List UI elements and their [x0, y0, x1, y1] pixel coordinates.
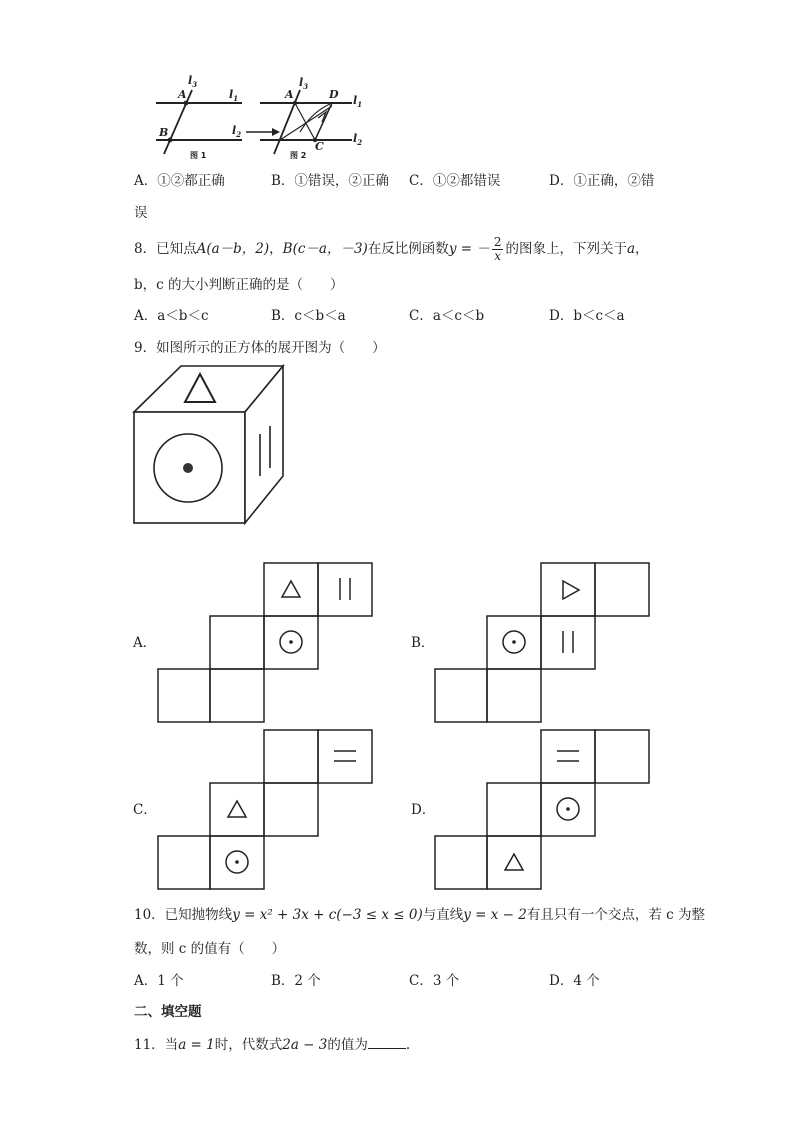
q7-option-d-wrap: 误: [134, 205, 148, 221]
q8-stem-line1: 8．已知点A(a－b，2)，B(c－a，－3)在反比例函数y = － $\frac{2}{x}$ 的图象上，下列关于a，: [134, 235, 649, 263]
fig1-line-l3: $l_3$: [188, 74, 198, 90]
fig2-line-l2: $l_2$: [353, 132, 363, 148]
q7-option-b[interactable]: B．①错误，②正确: [271, 173, 389, 189]
q9-stem: 9．如图所示的正方体的展开图为（ ）: [134, 340, 386, 356]
question-11: 11．当a = 1时，代数式2a − 3的值为 .: [134, 1037, 411, 1053]
q7-option-d[interactable]: D．①正确，②错: [549, 173, 655, 189]
q7-option-c[interactable]: C．①②都错误: [409, 173, 501, 189]
q10-stem-line2: 数，则 c 的值有（ ）: [134, 941, 286, 957]
q9-net-c[interactable]: [157, 729, 373, 891]
fig1-line-l1: $l_1$: [229, 88, 239, 104]
fig2-point-c: C: [315, 140, 324, 153]
q10-option-d[interactable]: D．4 个: [549, 973, 600, 989]
q10-option-b[interactable]: B．2 个: [271, 973, 321, 989]
fig1-caption: 图 1: [190, 151, 207, 160]
q9-option-b-label[interactable]: B．: [411, 635, 435, 651]
q8-option-a[interactable]: A．a＜b＜c: [134, 308, 209, 324]
fig2-point-d: D: [329, 88, 339, 101]
q8-option-c[interactable]: C．a＜c＜b: [409, 308, 485, 324]
q10-stem-line1: 10．已知抛物线y = x² + 3x + c(−3 ≤ x ≤ 0)与直线y = x − 2有且只有一个交点，若 c 为整: [134, 907, 705, 923]
fig1-point-b: B: [159, 126, 169, 139]
q11-answer-blank[interactable]: [368, 1036, 406, 1049]
q7-option-a[interactable]: A．①②都正确: [134, 173, 225, 189]
q9-cube-figure: [133, 364, 285, 526]
fig2-line-l3: $l_3$: [299, 76, 309, 92]
fig1-point-a: A: [178, 88, 187, 101]
q8-stem-line2: b，c 的大小判断正确的是（ ）: [134, 277, 344, 293]
q9-net-d[interactable]: [434, 729, 650, 891]
fig2-point-a: A: [285, 88, 294, 101]
q9-option-c-label[interactable]: C．: [133, 802, 157, 818]
q10-option-a[interactable]: A．1 个: [134, 973, 184, 989]
q9-net-a[interactable]: [157, 562, 373, 724]
q10-option-c[interactable]: C．3 个: [409, 973, 460, 989]
fig2-caption: 图 2: [290, 151, 307, 160]
q9-net-b[interactable]: [434, 562, 650, 724]
q8-option-d[interactable]: D．b＜c＜a: [549, 308, 625, 324]
q9-option-d-label[interactable]: D．: [411, 802, 436, 818]
fig2-line-l1: $l_1$: [353, 94, 363, 110]
q9-option-a-label[interactable]: A．: [133, 635, 157, 651]
fig1-line-l2: $l_2$: [232, 124, 242, 140]
q8-option-b[interactable]: B．c＜b＜a: [271, 308, 346, 324]
section-title: 二、填空题: [134, 1004, 202, 1020]
q8-fraction: $\frac{2}{x}$: [493, 235, 502, 263]
